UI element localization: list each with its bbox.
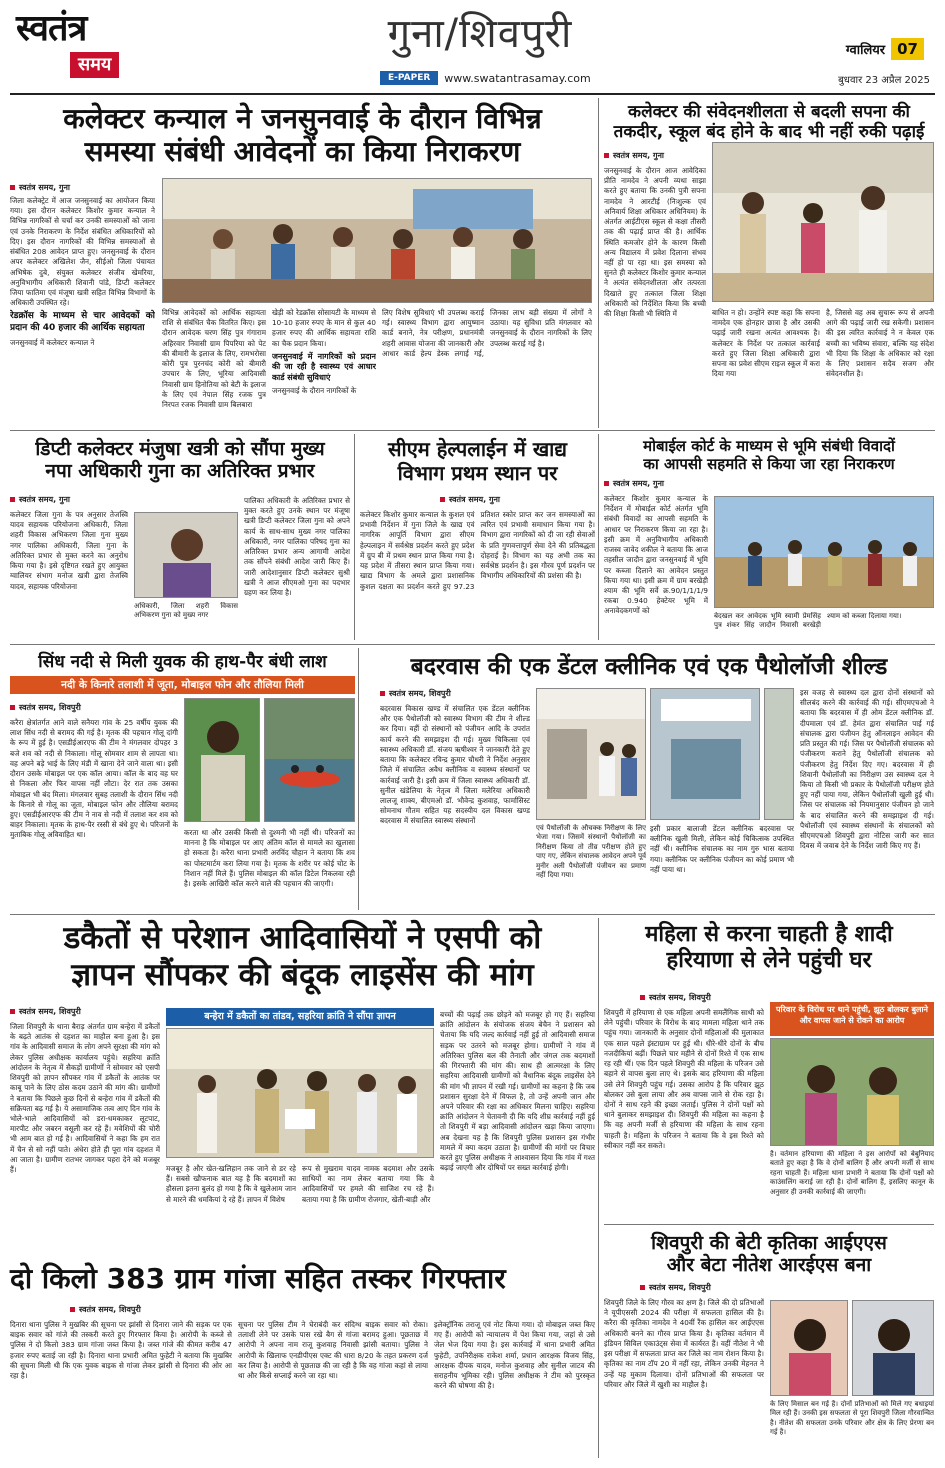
hearing-photo-illustration [163,179,592,303]
story7-caption: एवं पैथोलॉजी के औचक्क निरीक्षण के लिए भेजा गया। जिसमें संस्थानों पैथोलॉजी का निरीक्षण किया तो तीव्र परीक्षण होते हुए पाए गए, लेकिन संचालक आवेदन अपने पूर्व मुनीर अली पैथोलॉजी पंजीयन का प्रमाण नहीं दिया गया। [536,824,646,880]
story3-caption: अधिकारी, जिला शहरी विकास अभिकरण गुना को मुख्य नगर [134,602,238,620]
byline-marker-icon [640,1285,645,1290]
story2-headline-line2: तकदीर, स्कूल बंद होने के बाद भी नहीं रुकी पढ़ाई [613,122,925,143]
byline-marker-icon [380,691,385,696]
story-krutika-ias [604,1228,934,1462]
story2-col2: बाधित न हो। उन्होंने स्पष्ट कहा कि सपना नामदेव एक होनहार छात्रा है और उसकी पढ़ाई जारी रखना अत्यंत आवश्यक है। कलेक्टर के निर्देश पर तत्काल कार्रवाई करते हुए जिला शिक्षा अधिकारी द्वारा सपना का प्रवेश सीएम राइज स्कूल में करा दिया गया [712,308,820,379]
byline-marker-icon [440,497,445,502]
story2-photo [712,142,934,302]
story6-photo-portrait [184,698,260,822]
memorandum-handover-photo [167,1029,434,1158]
story6-photo-river [264,698,355,822]
story-sapna-education [604,98,934,428]
story9-byline: स्वतंत्र समय, शिवपुरी [640,992,711,1003]
story10-col3: इलेक्ट्रॉनिक तराजू एवं नोट किया गया। दो मोबाइल जब्त किए गए हैं। आरोपी को न्यायालय में पेश किया गया, जहां से उसे जेल भेज दिया गया है। इस कार्रवाई में थाना प्रभारी अमित फुहेटी, उपनिरीक्षक राकेश शर्मा, प्रधान आरक्षक विजय सिंह, आरक्षक दीपक यादव, मनोज कुशवाह और सुनील जाटव की सराहनीय भूमिका रही। पुलिस अधीक्षक ने टीम को पुरस्कृत करने की घोषणा की है। [434,1320,595,1391]
section-title: गुना/शिवपुरी [387,11,573,57]
story5-caption: बेदखल कर आवेदक भूमि स्वामी प्रेमसिंह पुत्र शंकर सिंह जादौन निवासी बरखेड़ी श्याम को कब्जा दिलाया गया। [714,612,902,630]
byline-marker-icon [70,1307,75,1312]
story3-headline-line2: नपा अधिकारी गुना का अतिरिक्त प्रभार [45,460,315,483]
story9-col1: शिवपुरी में हरियाणा से एक महिला अपनी समलैंगिक साथी को लेने पहुंची। परिवार के विरोध के बाद मामला महिला थाने तक पहुंच गया। जानकारी के अनुसार दोनों महिलाओं की मुलाकात एक साल पहले इंस्टाग्राम पर हुई थी। धीरे-धीरे दोनों के बीच नजदीकियां बढ़ीं। पिछले चार महीने से दोनों रिश्ते में एक साथ रह रही थीं। एक दिन पहले शिवपुरी की महिला के परिजन उसे बहाने से वापस बुला लाए थे। इसके बाद हरियाणा की महिला उसे लेने शिवपुरी पहुंच गई। उसका आरोप है कि परिवार झूठ बोलकर उसे बुला लाया और अब वापस जाने से रोक रहा है। दोनों ने साथ रहने की इच्छा जताई। पुलिस ने दोनों पक्षों को थाने बुलाकर समझाइश दी। शिवपुरी की महिला का कहना है कि वह अपनी मर्जी से हरियाणा की महिला के साथ रहना चाहती है। महिला के परिजन ने बताया कि वे इस रिश्ते को स्वीकार नहीं कर सकते। [604,1008,764,1150]
byline-marker-icon [10,497,15,502]
story1-subhead2: जनसुनवाई में नागरिकों को प्रदान की जा रही है स्वास्थ्य एवं आधार कार्ड संबंधी सुविधाएं [272,351,376,382]
story11-col1: शिवपुरी जिले के लिए गौरव का क्षण है। जिले की दो प्रतिभाओं ने यूपीएससी 2024 की परीक्षा में सफलता हासिल की है। करैरा की कृतिका नामदेव ने 40वीं रैंक हासिल कर आईएएस अधिकारी बनने का गौरव प्राप्त किया है। कृतिका वर्तमान में इंडियन सिविल एकाउंट्स सेवा में कार्यरत हैं। वहीं नीतेश ने भी इस परीक्षा में सफलता प्राप्त कर जिले का नाम रोशन किया है। कृतिका का नाम टॉप 20 में नहीं रहा, लेकिन उनकी मेहनत ने उन्हें यह मुकाम दिलाया। दोनों प्रतिभाओं की सफलता पर परिवार और जिले में खुशी का माहौल है। [604,1298,764,1389]
story3-byline: स्वतंत्र समय, गुना [10,494,70,505]
story2-byline: स्वतंत्र समय, गुना [604,150,664,161]
story6-strip: नदी के किनारे तलाशी में जूता, मोबाइल फोन और तौलिया मिली [10,676,355,694]
story7-photo-clinic [536,688,646,820]
story3-headline-line1: डिप्टी कलेक्टर मंजुषा खत्री को सौंपा मुख्य [35,438,325,460]
story6-col2: करता था और उसकी किसी से दुश्मनी भी नहीं थी। परिजनों का मानना है कि मोबाइल पर आए अंतिम कॉल से मामले का खुलासा हो सकता है। करैरा थाना प्रभारी अरविंद चौहान ने बताया कि शव का पोस्टमार्टम करा लिया गया है। मृतक के शरीर पर कोई चोट के निशान नहीं मिले हैं। पुलिस मोबाइल की कॉल डिटेल निकलवा रही है। इसके आखिरी कॉल करने वाले की पहचान की जाएगी। [184,828,355,889]
mobile-court-field-photo [715,497,934,608]
byline-marker-icon [604,153,609,158]
story11-headline-line1: शिवपुरी की बेटी कृतिका आईएएस [651,1232,887,1254]
story7-col1: बदरवास विकास खण्ड में संचालित एक डेंटल क्लीनिक और एक पैथोलॉजी को स्वास्थ्य विभाग की टीम ने शील्ड कर दिया। वहीं दो संस्थानों को पंजीयन आदि के उपरांत कार्य करने की समझाइश दी गई। मुख्य चिकित्सा एवं स्वास्थ्य अधिकारी डॉ. संजय ऋषीश्वर ने जानकारी देते हुए बताया कि कलेक्टर रविन्द्र कुमार चौधरी ने निर्देश अनुसार जिले में संचालित अवैध क्लीनिक व स्वास्थ्य संस्थानों पर कार्रवाई जारी है। इसी क्रम में जिला स्वास्थ्य अधिकारी डॉ. सुनील खंडेलिया के नेतृत्व में जिला मलेरिया अधिकारी लालजू शाक्य, बीएमओ डॉ. भौवेन्द्र कुशवाह, फार्मासिस्ट सोमनाथ गौतम सहित यह सदस्यीय दल विकास खण्ड बदरवास में संचालित स्वास्थ्य संस्थानों [380,704,530,826]
story-mobile-court [604,434,934,640]
dental-room-photo [765,689,794,820]
story11-photo-krutika [770,1300,848,1396]
epaper-badge: E-PAPER [380,71,438,85]
story8-banner: बन्हेरा में डकैतों का तांडव, सहरिया क्रांति ने सौंपा ज्ञापन [166,1008,434,1026]
victim-portrait [185,699,260,822]
pathology-lab-photo [651,689,760,820]
clinic-entrance-photo [537,689,646,820]
story2-col3: है, जिससे वह अब सुचारू रूप से अपनी आगे की पढ़ाई जारी रख सकेगी। प्रशासन की इस त्वरित कार्रवाई ने न केवल एक बच्ची का भविष्य संवारा, बल्कि यह संदेश भी दिया कि शिक्षा के अधिकार को रक्षा के लिए प्रशासन सदैव सजग और संवेदनशील है। [826,308,934,379]
story7-col2: इसी प्रकार बालाजी डेंटल क्लीनिक बदरवास पर क्लीनिक खुली मिली, लेकिन कोई चिकित्सक उपस्थित नहीं थी। क्लीनिक संचालक का नाम गुरु भास बताया गया। क्लीनिक पर क्लीनिक पंजीयन का कोई प्रमाण भी नहीं पाया था। [650,824,794,874]
story3-col2: पालिका अधिकारी के अतिरिक्त प्रभार से मुक्त करते हुए उनके स्थान पर मंजूषा खत्री डिप्टी कलेक्टर जिला गुना को अपने कार्य के साथ-साथ मुख्य नगर पालिका अधिकारी, नगर पालिका परिषद गुना का अतिरिक्त प्रभार अन्य आगामी आदेश तक सौंपने संबंधी आदेश जारी किए हैं। जारी आदेशानुसार डिप्टी कलेक्टर सुश्री खत्री ने आज सीएमओ गुना का पदभार ग्रहण कर लिया है। [244,496,350,597]
epaper-bar [380,70,600,86]
edition-box [806,36,924,62]
story8-col2: मजबूर है और खेत-खलिहान तक जाने से डर रहे हैं। सबसे खौफनाक बात यह है कि बदमाशों का हौसला इतना बुलंद हो गया है कि वे खुलेआम जान से मारने की धमकियां दे रहे हैं। ज्ञापन में विशेष [166,1164,296,1204]
story8-headline-line1: डकैतों से परेशान आदिवासियों ने एसपी को [63,920,542,956]
story8-photo [166,1028,434,1158]
story5-byline: स्वतंत्र समय, गुना [604,478,664,489]
river-rescue-photo [265,699,355,822]
byline-marker-icon [604,481,609,486]
story5-headline-line1: मोबाईल कोर्ट के माध्यम से भूमि संबंधी विवादों [643,437,895,455]
story-sindh-river-body [10,648,355,910]
krutika-portrait [771,1301,848,1396]
story2-headline-line1: कलेक्टर की संवेदनशीलता से बदली सपना की [628,102,910,122]
story7-byline: स्वतंत्र समय, शिवपुरी [380,688,451,699]
story5-photo [714,496,934,608]
story1-col1: जिला कलेक्ट्रेट में आज जनसुनवाई का आयोजन किया गया। इस दौरान कलेक्टर किशोर कुमार कन्याल ने विभिन्न नागरिकों से चर्चा कर उनकी समस्याओं को जाना एवं उनके निराकरण के निर्देश संबंधित अधिकारियों को दिए। इस दौरान नागरिकों की विभिन्न समस्याओं से संबंधित 208 आवेदन प्राप्त हुए। जनसुनवाई के दौरान अपर कलेक्टर अखिलेश जैन, सीईओ जिला पंचायत अभिषेक दुबे, संयुक्त कलेक्टर संजीव खेमरिया, अनुविभागीय अधिकारी शिवानी पांडे, डिप्टी कलेक्टर जिया फातिमा एवं मंजूषा खत्री सहित विभिन्न विभागों के अधिकारी उपस्थित रहे। रेडक्रॉस के माध्यम से चार आवेदकों को प्रदान की 40 हजार की आर्थिक सहायता जनसुनवाई में कलेक्टर कन्याल ने [10,196,155,347]
nitesh-portrait [853,1301,934,1396]
story1-col4: लिए विशेष सुविधाएं भी उपलब्ध कराई गई। स्वास्थ्य विभाग द्वारा आयुष्मान कार्ड बनाने, नेत्र परीक्षण, प्रधानमंत्री शहरी आवास योजना की जानकारी और आधार कार्ड हेल्प डेस्क लगाई गई, जिनका लाभ बड़ी संख्या में लोगों ने उठाया। यह सुविधा प्रति मंगलवार को जनसुनवाई के दौरान नागरिकों के लिए उपलब्ध कराई गई है। [382,308,592,358]
story1-byline: स्वतंत्र समय, गुना [10,182,70,193]
story2-col1: जनसुनवाई के दौरान आज आवेदिका प्रीति नामदेव ने अपनी व्यथा साझा करते हुए बताया कि उनकी पुत्री सपना नामदेव ने आरटीई (निःशुल्क एवं अनिवार्य शिक्षा अधिकार अधिनियम) के अंतर्गत आईटीएस स्कूल से कक्षा तीसरी तक की पढ़ाई प्राप्त की है। आर्थिक स्थिति कमजोर होने के कारण किसी अन्य विद्यालय में प्रवेश दिलाना संभव नहीं हो पा रहा था। इस समस्या को सुनते ही कलेक्टर किशोर कुमार कन्याल ने अत्यंत संवेदनशीलता और तत्परता दिखाते हुए तत्काल जिला शिक्षा अधिकारी को निर्देशित किया कि बच्ची की शिक्षा किसी भी स्थिति में [604,166,706,319]
horizontal-divider-2 [10,644,935,645]
story4-col1: कलेक्टर किशोर कुमार कन्याल के कुशल एवं प्रभावी निर्देशन में गुना जिले के खाद्य एवं नागरिक आपूर्ति विभाग द्वारा सीएम हेल्पलाइन में सर्वश्रेष्ठ प्रदर्शन करते हुए प्रदेश में ग्रुप बी में प्रथम स्थान प्राप्त किया गया है। यह प्रदेश में तीसरा स्थान प्राप्त किया गया। खाद्य विभाग के अमले द्वारा प्रशासनिक कुशल दक्षता का प्रदर्शन करते हुए 97.23 प्रतिशत स्कोर प्राप्त कर जन समस्याओं का त्वरित एवं प्रभावी समाधान किया गया है। विभाग द्वारा नागरिकों को दी जा रही सेवाओं के प्रति गुणवत्तापूर्ण सेवा देने की प्रतिबद्धता दोहराई है। विभाग का यह अभी तक का सर्वश्रेष्ठ प्रदर्शन है। इस गौरव पूर्ण प्रदर्शन पर विभागीय अधिकारियों की प्रशंसा की है। [360,510,595,591]
edition-name: ग्वालियर [845,43,886,58]
story3-col1: कलेक्टर जिला गुना के पत्र अनुसार तेजस्वि यादव सहायक परियोजना अधिकारी, जिला शहरी विकास अभिकरण जिला गुना मुख्य नगर पालिका अधिकारी, जिला गुना के अतिरिक्त प्रभार से मुक्त करने का अनुरोध किया गया है। इसे दृष्टिगत रखते हुए आयुक्त ग्वालियर संभाग मनोज खत्री द्वारा तेजस्वि यादव, सहायक परियोजना [10,510,128,591]
two-women-photo [771,1039,934,1146]
vertical-divider-top [598,98,599,428]
story4-headline-line2: विभाग प्रथम स्थान पर [397,460,558,485]
vertical-divider-mid3 [358,648,359,910]
manjusha-portrait [135,513,238,598]
story11-headline-line2: और बेटा नीतेश आरईएस बना [666,1254,872,1277]
story1-subhead: रेडक्रॉस के माध्यम से चार आवेदकों को प्रदान की 40 हजार की आर्थिक सहायता [10,311,155,334]
story9-photo [770,1038,934,1146]
story9-headline-line2: हरियाणा से लेने पहुंची घर [666,947,872,973]
story10-col1: दिनारा थाना पुलिस ने मुखबिर की सूचना पर झांसी से दिनारा जाने की सड़क पर एक बाइक सवार को गांजे की तस्करी करते हुए गिरफ्तार किया है। आरोपी के कब्जे से पुलिस ने दो किलो 383 ग्राम गांजा जब्त किया है। जब्त गांजे की कीमत करीब 47 हजार रुपए बताई जा रही है। दिनारा थाना प्रभारी अमित फुहेटी ने बताया कि मुखबिर की सूचना मिली थी कि एक युवक बाइक से गांजा लेकर झांसी से दिनारा की ओर आ रहा है। [10,1320,232,1381]
story3-photo [134,512,238,598]
story-manjusha-khatri [10,434,350,640]
story9-caption: है। वर्तमान हरियाणा की महिला ने इस आरोपों को बेबुनियाद बताते हुए कहा है कि वे दोनों बालिग हैं और अपनी मर्जी से साथ रहना चाहती हैं। महिला थाना प्रभारी ने बताया कि दोनों पक्षों को काउंसलिंग कराई जा रही है। दोनों बालिग हैं, इसलिए कानून के अनुसार ही उनकी कार्रवाई की जाएगी। [770,1150,934,1196]
story6-byline: स्वतंत्र समय, शिवपुरी [10,702,81,713]
story9-strip: परिवार के विरोध पर थाने पहुंची, झूठ बोलकर बुलाने और वापस जाने से रोकने का आरोप [770,1002,934,1036]
story11-photo-nitesh [852,1300,934,1396]
story4-headline-line1: सीएम हेल्पलाईन में खाद्य [388,437,567,461]
vertical-divider-mid1 [354,434,355,640]
story5-col1: कलेक्टर किशोर कुमार कन्याल के निर्देशन में मोबाईल कोर्ट अंतर्गत भूमि संबंधी विवादों का आपसी सहमति के आधार पर निराकरण किया जा रहा है। इसी क्रम में अनुविभागीय अधिकारी राजस्व जावेद शकील ने बताया कि आज तहसील जादौन द्वारा जनसुनवाई में भूमि पर कब्जा दिलाने का आवेदन प्रस्तुत किया गया था। इसी क्रम में ग्राम बरखेड़ी श्याम की भूमि सर्वे क्र.90/1/1/1/9 रकबा 0.940 हेक्टेयर भूमि में अनावेदकगणों को [604,494,708,616]
story8-col3: रूप से मुखराम यादव नामक बदमाश और उसके साथियों का नाम लेकर बताया गया कि वे आदिवासियों पर हमले की साजिश रच रहे हैं। बताया गया है कि ग्रामीण रोजगार, खेती-बाड़ी और [302,1164,434,1204]
story1-col2: विभिन्न आवेदकों को आर्थिक सहायता राशि से संबंधित चैक वितरित किए। इस दौरान आवेदक चरण सिंह पुत्र गंगाराम अहिरवार निवासी ग्राम पिपरिया को पेट की बीमारी के इलाज के लिए, रामभरोसा कोरी पुत्र पुरनचंद कोरी को बीमारी उपचार के लिए, भूरिया आदिवासी निवासी ग्राम हिनोतिया को बेटी के इलाज के लिए एवं नेपाल सिंह रजक पुत्र निरपत रजक निवासी ग्राम बिलबारा [162,308,266,409]
byline-marker-icon [10,1009,15,1014]
story10-col2: सूचना पर पुलिस टीम ने घेराबंदी कर संदिग्ध बाइक सवार को रोका। तलाशी लेने पर उसके पास रखे बैग से गांजा बरामद हुआ। पूछताछ में आरोपी ने अपना नाम राजू कुशवाह निवासी झांसी बताया। पुलिस ने आरोपी के खिलाफ एनडीपीएस एक्ट की धारा 8/20 के तहत प्रकरण दर्ज कर लिया है। आरोपी से पूछताछ की जा रही है कि वह गांजा कहां से लाया था और किसे सप्लाई करने जा रहा था। [238,1320,428,1381]
story9-headline-line1: महिला से करना चाहती है शादी [645,922,893,947]
story1-headline-line1: कलेक्टर कन्याल ने जनसुनवाई के दौरान विभिन्न [63,102,542,135]
story5-headline-line2: का आपसी सहमति से किया जा रहा निराकरण [643,454,895,473]
story6-col1: करैरा क्षेत्रांतर्गत आने वाले सनैयरा गांव के 25 वर्षीय युवक की लाश सिंध नदी से बरामद की गई है। मृतक की पहचान गोलू दांगी के रूप में हुई है। एसडीईआरएफ की टीम ने मंगलवार दोपहर 3 बजे शव को नदी से निकाला। गोलू सोमवार शाम से लापता था। वह अपने बड़े भाई के लिए मंडी में खाना देने जाने वाला था। इसी दौरान उसके मोबाइल पर एक कॉल आया। कॉल के बाद वह घर से निकला और फिर वापस नहीं लौटा। देर रात तक उसका मोबाइल भी बंद मिला। मंगलवार सुबह तलाशी के दौरान सिंध नदी के किनारे से गोलू का जूता, मोबाइल फोन और तौलिया बरामद हुए। एसडीईआरएफ की टीम ने नाव से नदी में तलाश कर शव को बाहर निकाला। मृतक के हाथ-पैर रस्सी से बंधे हुए थे। परिजनों के मुताबिक गोलू अविवाहित था। [10,718,178,840]
horizontal-divider-3 [10,914,935,915]
story7-photo-dental [764,688,794,820]
story10-headline: दो किलो 383 ग्राम गांजा सहित तस्कर गिरफ्तार [10,1262,506,1295]
vertical-divider-mid2 [598,434,599,640]
story8-byline: स्वतंत्र समय, शिवपुरी [10,1006,81,1017]
story10-byline: स्वतंत्र समय, शिवपुरी [70,1304,141,1315]
page-number: 07 [891,38,924,60]
story1-photo [162,178,592,303]
sapna-photo-illustration [713,143,934,302]
story-dacoits-tribals [10,918,595,1258]
story-collector-hearing [10,98,595,428]
story7-col3: इस वजह से स्वास्थ्य दल द्वारा दोनों संस्थानों को सीलबंद करने की कार्रवाई की गई। सीएमएचओ ने बताया कि बदरवास में ही ओम डेंटल क्लीनिक डॉ. दीपमाला एवं डॉ. हेमंत द्वारा संचालित पाई गई संचालक द्वारा पंजीयन हेतु ऑनलाइन आवेदन की प्रति प्रस्तुत की गई। जिस पर पैथोलॉजी संचालक को पंजीकरण कराने हेतु पैथोलॉजी संचालक को पंजीकरण हेतु निर्देश दिए गए। बदरवास में ही शिवानी पैथोलॉजी का निरीक्षण उस स्वास्थ्य दल ने किया तो किसी भी प्रकार के पैथोलॉजी परीक्षण होते हुए नहीं पाया गया, लेकिन पैथोलॉजी खुली हुई थी। जिस पर संचालक को नियमानुसार पंजीयन हो जाने के बाद संचालित करने की समझाइश दी गई। पैथोलॉजी एवं स्वास्थ्य संस्थानों के संचालकों को सीएमएचओ शिवपुरी द्वारा नोटिस जारी कर सात दिवस में जवाब देने के निर्देश जारी किए गए हैं। [800,688,934,851]
story11-byline: स्वतंत्र समय, शिवपुरी [640,1282,711,1293]
story4-byline: स्वतंत्र समय, गुना [440,494,500,505]
byline-marker-icon [10,705,15,710]
masthead-rule [10,93,935,95]
story7-headline: बदरवास की एक डेंटल क्लीनिक एवं एक पैथोलॉजी शील्ड [410,654,888,680]
logo-bottom-text: समय [70,52,119,78]
story1-headline-line2: समस्या संबंधी आवेदनों का किया निराकरण [84,135,521,169]
logo-top-text: स्वतंत्र [16,7,87,49]
story8-headline-line2: ज्ञापन सौंपकर की बंदूक लाइसेंस की मांग [71,956,534,993]
byline-marker-icon [640,995,645,1000]
masthead [0,0,945,96]
horizontal-divider-4 [604,1224,934,1225]
website-link[interactable]: www.swatantrasamay.com [444,71,591,85]
vertical-divider-bottom [598,918,599,1458]
story-haryana-marriage [604,918,934,1220]
story1-col3: खेड़ी को रेडक्रॉस सोसायटी के माध्यम से 10-10 हजार रुपए के मान से कुल 40 हजार रुपए की आर्थिक सहायता राशि का चैक प्रदान किया। जनसुनवाई में नागरिकों को प्रदान की जा रही है स्वास्थ्य एवं आधार कार्ड संबंधी सुविधाएं जनसुनवाई के दौरान नागरिकों के [272,308,376,396]
story-badarwas-clinic [364,648,934,910]
logo [16,8,136,86]
date-line: बुधवार 23 अप्रैल 2025 [838,75,930,86]
story8-col4: बच्चों की पढ़ाई तक छोड़ने को मजबूर हो गए हैं। सहरिया क्रांति आंदोलन के संयोजक संजय बेचैन ने प्रशासन को चेताया कि यदि जल्द कार्रवाई नहीं हुई तो आदिवासी समाज सड़क पर उतरने को मजबूर होगा। ग्रामीणों ने गांव में अतिरिक्त पुलिस बल की तैनाती और जंगल तक बदमाशों की गिरफ्तारी की मांग की। साथ ही आत्मरक्षा के लिए सहरिया आदिवासी ग्रामीणों को वैधानिक बंदूक लाइसेंस देने की मांग भी ज्ञापन में रखी गई। ग्रामीणों का कहना है कि जब प्रशासन सुरक्षा देने में विफल है, तो उन्हें अपनी जान और अपने परिवार की रक्षा का अधिकार मिलना चाहिए। सहरिया क्रांति आंदोलन ने चेतावनी दी कि यदि शीघ्र कार्रवाई नहीं हुई तो शिवपुरी में बड़ा आदिवासी आंदोलन खड़ा किया जाएगा। अब देखना यह है कि शिवपुरी पुलिस प्रशासन इस गंभीर मामले में क्या कदम उठाता है। ग्रामीणों की मांगों पर विचार करते हुए पुलिस अधीक्षक ने आश्वासन दिया कि गांव में गश्त बढ़ाई जाएगी और दोषियों पर सख्त कार्रवाई होगी। [440,1010,595,1173]
story6-headline: सिंध नदी से मिली युवक की हाथ-पैर बंधी लाश [38,652,327,672]
story11-caption: के लिए मिसाल बन गई है। दोनों प्रतिभाओं को मिले गए बधाइयां मिल रही हैं। उनकी इस सफलता से पूरा शिवपुरी जिला गौरवान्वित है। नीतेश की सफलता उनके परिवार और क्षेत्र के लिए प्रेरणा बन गई है। [770,1400,934,1437]
byline-marker-icon [10,185,15,190]
story8-col1: जिला शिवपुरी के थाना बैराड़ अंतर्गत ग्राम बन्हेरा में डकैतों के बढ़ते आतंक से दहशत का माहौल बना हुआ है। इस गांव के आदिवासी समाज के लोग अपने सुरक्षा की मांग को लेकर पुलिस अधीक्षक कार्यालय पहुंचे। सहरिया क्रांति आंदोलन के नेतृत्व में सैकड़ों ग्रामीणों ने सोमवार को एसपी शिवपुरी को ज्ञापन सौंपकर गांव में डकैतों के आतंक पर काबू पाने के लिए ठोस कदम उठाने की मांग की। ग्रामीणों ने बताया कि पिछले कुछ दिनों से बन्हेरा गांव में डकैतों की सक्रियता बढ़ गई है। ये असामाजिक तत्व आए दिन गांव के भोले-भाले आदिवासियों को डरा-धमकाकर लूटपाट, मारपीट और जबरन वसूली कर रहे हैं। मवेशियों की चोरी भी आम बात हो गई है। आदिवासियों ने कहा कि हम रात में चैन से सो नहीं पाते। अंधेरा होते ही पूरा गांव दहशत में आ जाता है। ग्रामीण रातभर जागकर पहरा देने को मजबूर हैं। [10,1022,160,1175]
story-cm-helpline [360,434,595,640]
story7-photo-pathology [650,688,760,820]
story-ganja-smuggler [10,1262,595,1462]
horizontal-divider-1 [10,430,935,431]
